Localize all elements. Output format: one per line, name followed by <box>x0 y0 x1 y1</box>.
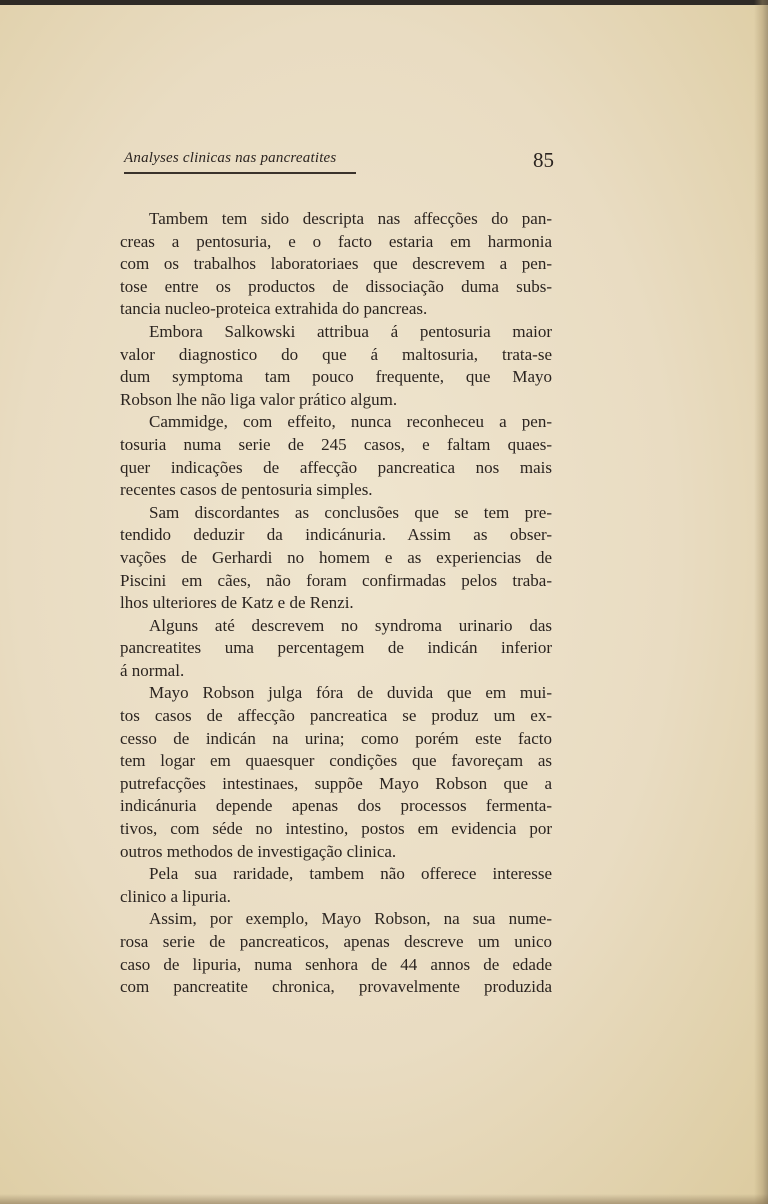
text-line: Tambem tem sido descripta nas affecções do pan- <box>149 209 552 228</box>
text-line: Robson lhe não liga valor prático algum. <box>120 389 398 409</box>
text-line: Assim, por exemplo, Mayo Robson, na sua nume- <box>149 909 552 929</box>
text-line: Piscini em cães, não foram confirmadas pelos traba- <box>120 570 552 590</box>
text-line: tivos, com séde no intestino, postos em evidencia por <box>120 819 552 839</box>
text-line: pancreatites uma percentagem de indicán inferior <box>120 638 552 658</box>
text-line: indicánuria depende apenas dos processos fermenta- <box>120 796 552 816</box>
page-header <box>124 148 556 182</box>
text-line: com pancreatite chronica, provavelmente produzida <box>120 977 552 997</box>
text-line: Pela sua raridade, tambem não offerece interesse <box>149 864 552 884</box>
text-line: Alguns até descrevem no syndroma urinario das <box>149 615 552 635</box>
page-top-edge <box>0 0 768 5</box>
text-line: valor diagnostico do que á maltosuria, trata-se <box>120 344 552 364</box>
running-title: Analyses clinicas nas pancreatites <box>124 150 337 166</box>
body-text <box>120 208 552 999</box>
text-line: lhos ulteriores de Katz e de Renzi. <box>120 593 354 613</box>
text-line: caso de lipuria, numa senhora de 44 annos de edade <box>120 954 552 974</box>
text-line: clinico a lipuria. <box>120 886 231 906</box>
text-line: Sam discordantes as conclusões que se tem pre- <box>149 502 552 522</box>
text-line: tancia nucleo-proteica extrahida do pancreas. <box>120 299 428 319</box>
text-line: Mayo Robson julga fóra de duvida que em mui- <box>149 683 552 703</box>
text-line: rosa serie de pancreaticos, apenas descreve um unico <box>120 932 552 951</box>
text-line: tose entre os productos de dissociação duma subs- <box>120 276 552 296</box>
page-bottom-edge <box>0 1194 768 1204</box>
text-line: Cammidge, com effeito, nunca reconheceu a pen- <box>149 412 552 432</box>
page-right-edge <box>754 0 768 1204</box>
text-line: com os trabalhos laboratoriaes que descrevem a pen- <box>120 254 552 274</box>
text-line: vações de Gerhardi no homem e as experiencias de <box>120 547 552 567</box>
text-line: tos casos de affecção pancreatica se produz um ex- <box>120 706 552 726</box>
text-line: recentes casos de pentosuria simples. <box>120 480 373 500</box>
text-line: tem logar em quaesquer condições que favoreçam as <box>120 751 552 771</box>
text-line: quer indicações de affecção pancreatica nos mais <box>120 457 552 477</box>
text-line: outros methodos de investigação clinica. <box>120 841 397 861</box>
text-line: tosuria numa serie de 245 casos, e faltam quaes- <box>120 434 552 454</box>
text-line: creas a pentosuria, e o facto estaria em harmonia <box>120 231 552 251</box>
text-line: tendido deduzir da indicánuria. Assim as obser- <box>120 525 552 545</box>
page-number: 85 <box>533 148 554 172</box>
text-line: cesso de indicán na urina; como porém este facto <box>120 728 552 748</box>
header-rule <box>124 172 356 174</box>
text-line: Embora Salkowski attribua á pentosuria maior <box>149 321 552 341</box>
text-line: á normal. <box>120 660 185 680</box>
text-line: putrefacções intestinaes, suppõe Mayo Robson que a <box>120 773 552 793</box>
text-line: dum symptoma tam pouco frequente, que Mayo <box>120 367 552 387</box>
